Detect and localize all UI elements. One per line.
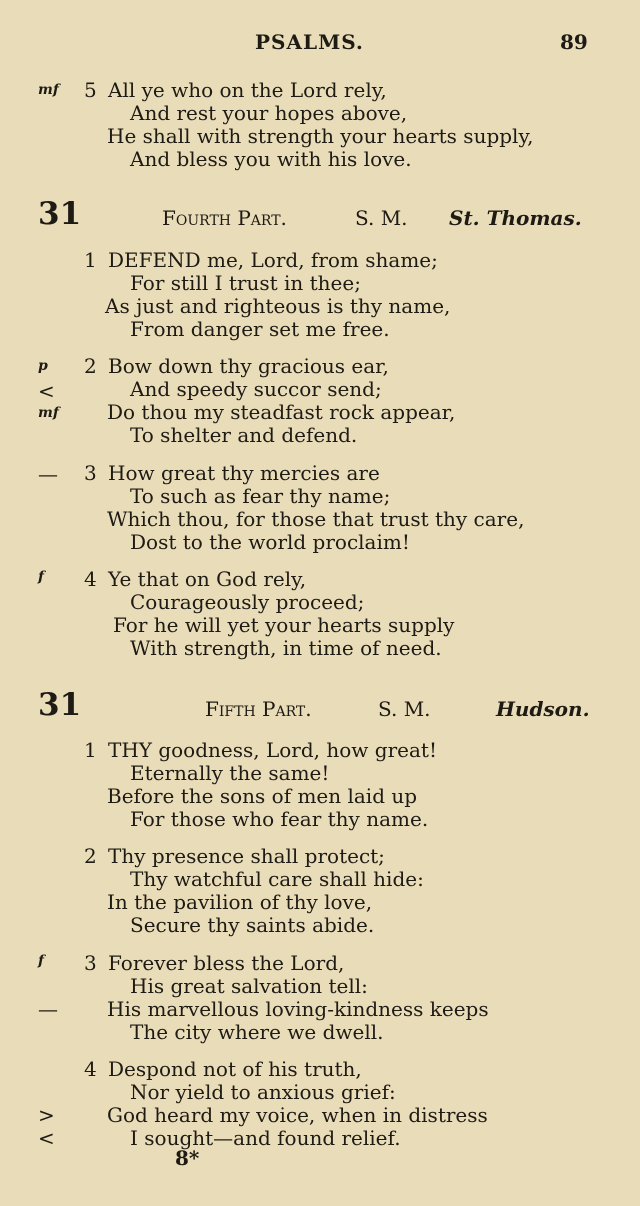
verse-number: 3: [84, 951, 97, 975]
part-heading: Fifth Part.: [205, 697, 312, 721]
stanza-line: 2 Bow down thy gracious ear,: [84, 354, 389, 378]
stanza-line: God heard my voice, when in distress: [107, 1103, 488, 1127]
stanza-line: I sought—and found relief.: [130, 1126, 401, 1150]
stanza-line: His great salvation tell:: [130, 974, 368, 998]
verse-number: 5: [84, 78, 97, 102]
crescendo-mark: <: [38, 1126, 55, 1150]
stanza-line: To such as fear thy name;: [130, 484, 391, 508]
meter-label: S. M.: [378, 697, 431, 721]
psalm-number: 31: [38, 687, 82, 723]
dynamic-mark: mf: [38, 405, 59, 421]
verse-number: 4: [84, 1057, 97, 1081]
verse-number: 1: [84, 248, 97, 272]
dash-mark: —: [38, 997, 58, 1021]
dash-mark: —: [38, 462, 58, 486]
stanza-line: And bless you with his love.: [130, 147, 412, 171]
stanza-line: 1 DEFEND me, Lord, from shame;: [84, 248, 438, 272]
stanza-line: Before the sons of men laid up: [107, 784, 418, 808]
stanza-line: Dost to the world proclaim!: [130, 530, 410, 554]
page-number: 89: [560, 30, 588, 54]
verse-number: 2: [84, 844, 97, 868]
stanza-line: Which thou, for those that trust thy care,: [107, 507, 525, 531]
stanza-line: Secure thy saints abide.: [130, 913, 375, 937]
tune-name: St. Thomas.: [449, 206, 582, 230]
stanza-line: Do thou my steadfast rock appear,: [107, 400, 456, 424]
stanza-line: Thy watchful care shall hide:: [130, 867, 424, 891]
verse-number: 2: [84, 354, 97, 378]
stanza-line: For those who fear thy name.: [130, 807, 429, 831]
stanza-line: The city where we dwell.: [130, 1020, 384, 1044]
stanza-line: 4 Despond not of his truth,: [84, 1057, 362, 1081]
stanza-line: Courageously proceed;: [130, 590, 365, 614]
stanza-line: Eternally the same!: [130, 761, 330, 785]
stanza-line: 2 Thy presence shall protect;: [84, 844, 385, 868]
stanza-line: And rest your hopes above,: [130, 101, 408, 125]
stanza-line: 3 Forever bless the Lord,: [84, 951, 345, 975]
dynamic-mark: f: [38, 569, 45, 585]
part-heading: Fourth Part.: [162, 206, 287, 230]
signature-mark: 8*: [175, 1146, 200, 1170]
stanza-line: 5 All ye who on the Lord rely,: [84, 78, 387, 102]
crescendo-mark: <: [38, 379, 55, 403]
running-header: PSALMS.: [255, 30, 364, 54]
tune-name: Hudson.: [496, 697, 590, 721]
stanza-line: And speedy succor send;: [130, 377, 382, 401]
stanza-line: As just and righteous is thy name,: [105, 294, 451, 318]
stanza-line: 3 How great thy mercies are: [84, 461, 380, 485]
dynamic-mark: f: [38, 953, 45, 969]
stanza-line: Nor yield to anxious grief:: [130, 1080, 396, 1104]
stanza-line: For still I trust in thee;: [130, 271, 361, 295]
stanza-line: 1 THY goodness, Lord, how great!: [84, 738, 437, 762]
stanza-line: From danger set me free.: [130, 317, 390, 341]
meter-label: S. M.: [355, 206, 408, 230]
stanza-line: He shall with strength your hearts supply,: [107, 124, 534, 148]
stanza-line: For he will yet your hearts supply: [113, 613, 455, 637]
decrescendo-mark: >: [38, 1103, 55, 1127]
stanza-line: In the pavilion of thy love,: [107, 890, 373, 914]
verse-number: 4: [84, 567, 97, 591]
verse-number: 3: [84, 461, 97, 485]
stanza-line: 4 Ye that on God rely,: [84, 567, 307, 591]
psalm-number: 31: [38, 196, 82, 232]
stanza-line: To shelter and defend.: [130, 423, 358, 447]
dynamic-mark: mf: [38, 82, 59, 98]
dynamic-mark: p: [38, 358, 48, 374]
stanza-line: With strength, in time of need.: [130, 636, 442, 660]
verse-number: 1: [84, 738, 97, 762]
stanza-line: His marvellous loving-kindness keeps: [107, 997, 489, 1021]
